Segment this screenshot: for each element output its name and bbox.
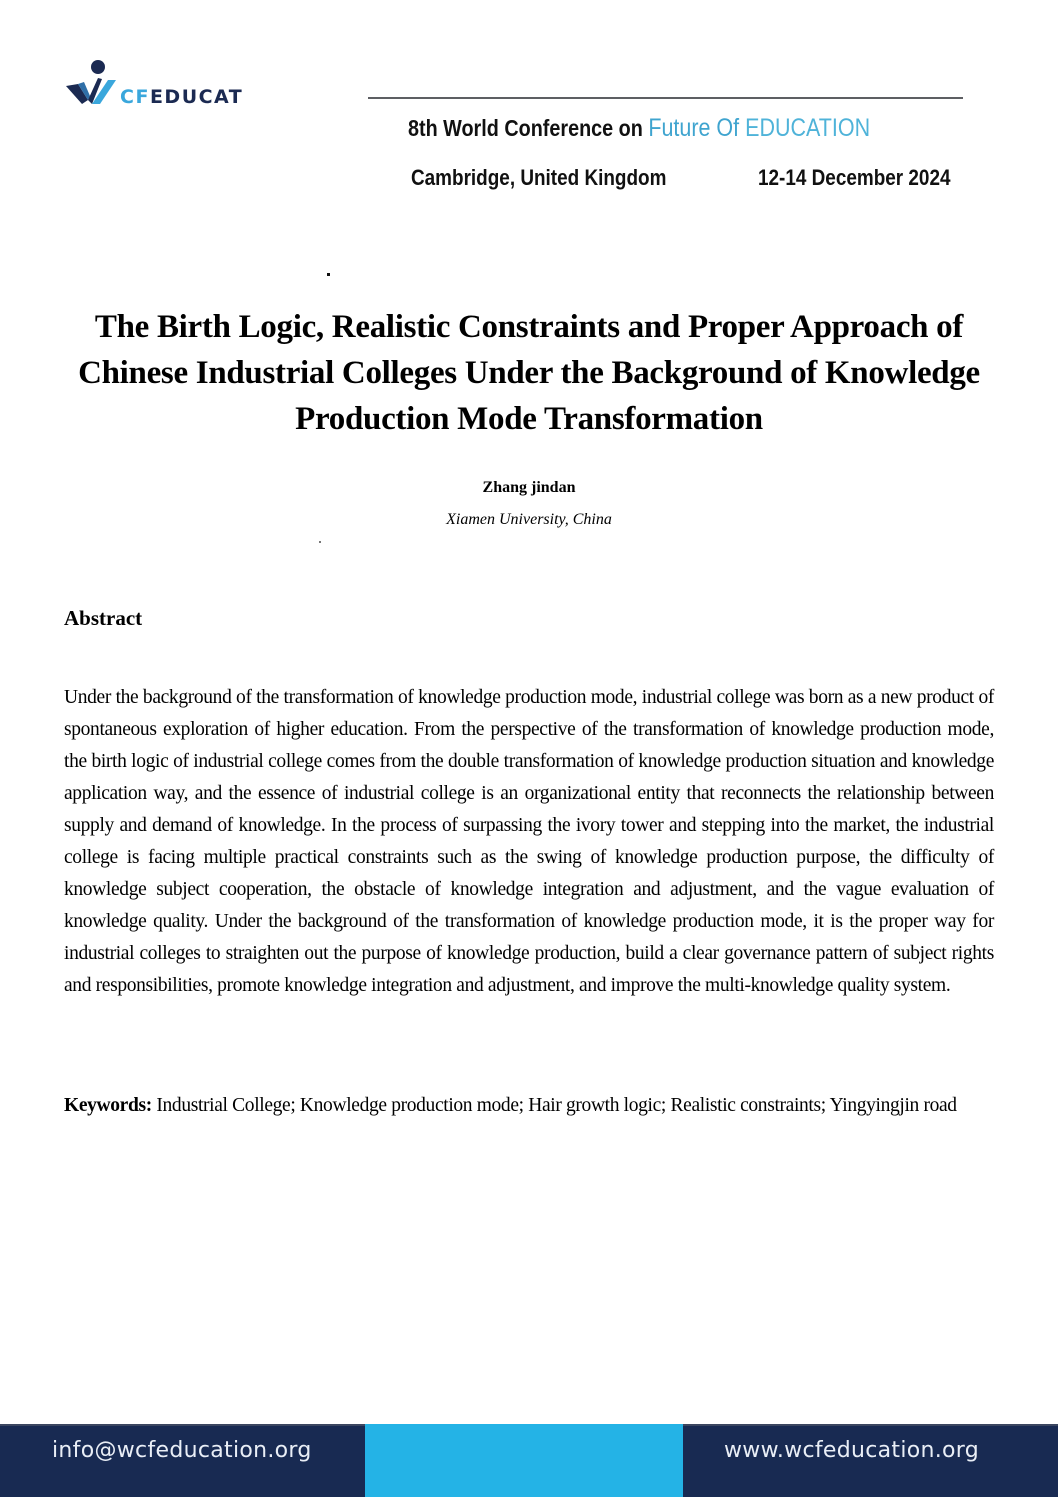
logo-wordmark: CFEDUCAT bbox=[120, 86, 244, 108]
abstract-body: Under the background of the transformation of knowledge production mode, industrial college was born as a new product of spontaneous exploration of higher education. From the perspective of the transformation of knowledge production mode, the birth logic of industrial college comes from the double transformation of knowledge production situation and knowledge application way, and the essence of industrial college is an organizational entity that reconnects the relationship between supply and demand of knowledge. In the process of surpassing the ivory tower and stepping into the market, the industrial college is facing multiple practical constraints such as the swing of knowledge production purpose, the difficulty of knowledge subject cooperation, the obstacle of knowledge integration and adjustment, and the vague evaluation of knowledge quality. Under the background of the transformation of knowledge production mode, it is the proper way for industrial colleges to straighten out the purpose of knowledge production, build a clear governance pattern of subject rights and responsibilities, promote knowledge integration and adjustment, and improve the multi-knowledge quality system. bbox=[64, 687, 994, 996]
page-footer bbox=[0, 1424, 1058, 1497]
footer-band-middle bbox=[365, 1424, 683, 1497]
wcf-logo-icon bbox=[64, 58, 124, 110]
footer-website-link[interactable]: www.wcfeducation.org bbox=[724, 1438, 980, 1463]
keywords bbox=[64, 1092, 994, 1120]
conference-dates: 12-14 December 2024 bbox=[758, 165, 951, 190]
keywords-label: Keywords: bbox=[64, 1095, 152, 1116]
stray-mark bbox=[327, 273, 330, 276]
conference-logo bbox=[64, 58, 284, 110]
header-divider bbox=[368, 97, 963, 99]
conference-title: 8th World Conference on Future Of EDUCATION bbox=[408, 114, 871, 142]
stray-mark bbox=[319, 541, 321, 543]
keywords-list: Industrial College; Knowledge production mode; Hair growth logic; Realistic constraints; Yingyingjin road bbox=[156, 1095, 957, 1116]
paper-title: The Birth Logic, Realistic Constraints and Proper Approach of Chinese Industrial Colleges Under the Background of Knowledge Production Mode Transformation bbox=[78, 309, 980, 437]
author-name: Zhang jindan bbox=[482, 479, 576, 496]
conference-location: Cambridge, United Kingdom bbox=[411, 165, 667, 190]
abstract-heading: Abstract bbox=[64, 606, 143, 630]
footer-email-link[interactable]: info@wcfeducation.org bbox=[52, 1438, 312, 1463]
author-affiliation: Xiamen University, China bbox=[446, 511, 612, 528]
